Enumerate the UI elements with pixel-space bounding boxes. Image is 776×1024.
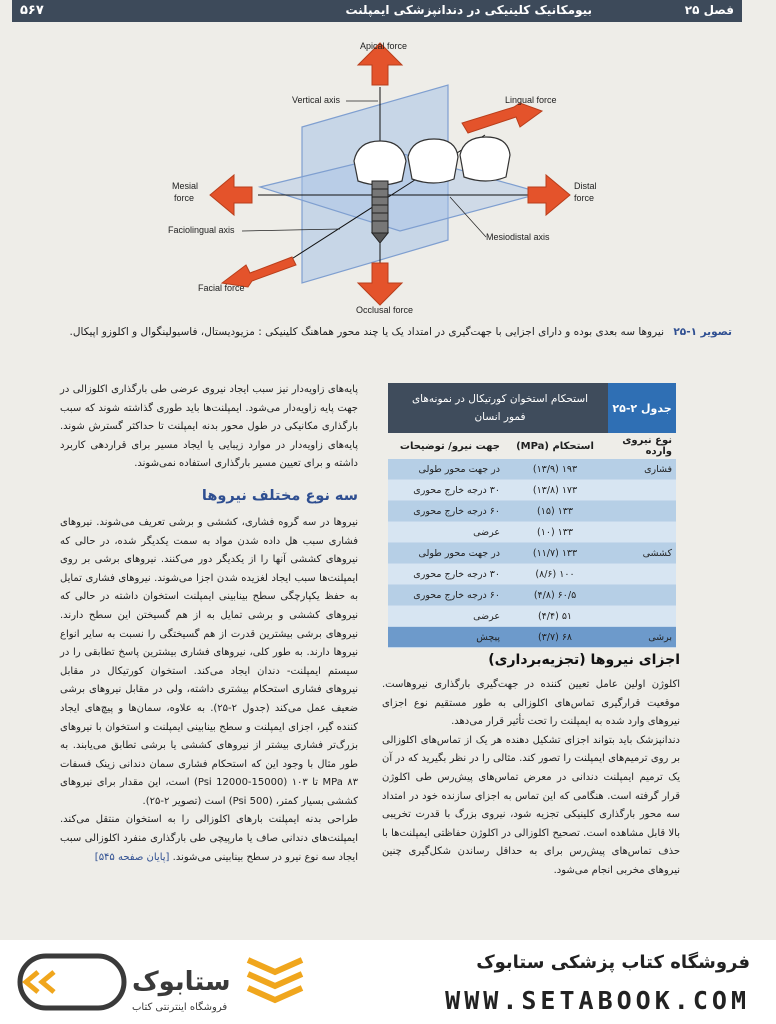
table-cell: فشاری [644,463,672,475]
chapter-label: فصل ۲۵ [684,3,734,17]
table-cell: در جهت محور طولی [418,547,500,559]
table-cell: در جهت محور طولی [418,463,500,475]
mesial-force-label-1: Mesial [172,181,199,191]
table-row [388,585,676,606]
page-number: ۵۶۷ [20,3,44,18]
paragraph [60,811,358,867]
page-header [12,0,742,22]
table-title: استحکام استخوان کورتیکال در نمونه‌های فمور انسان [411,393,589,423]
table-cell: پیچش [476,631,500,643]
apical-force-label: Apical force [360,41,408,51]
table-row [388,606,676,627]
mesial-force-arrow [210,175,252,215]
cortical-bone-strength-table [388,383,676,648]
table-row [388,480,676,501]
store-banner [0,940,776,1024]
paragraph: اکلوژن اولین عامل تعیین کننده در جهت‌گیری بارگذاری نیروهاست. موقعیت قرارگیری تماس‌های اکلوزالی به طور مستقیم نوع اجزای نیروهای وارد شده به ایمپلنت را تحت تأثیر قرار می‌دهد. [382,679,680,728]
paragraph: پایه‌های زاویه‌دار نیز سبب ایجاد نیروی عرضی طی بارگذاری اکلوزالی در جهت پایه زاویه‌دار می‌شود. ایمپلنت‌ها باید طوری گذاشته شوند که سبب بارگذاری مکانیکی در طول محور بدنه ایمپلنت تا حداکثر گسترش شوند. پایه‌های زاویه‌دار در موارد زیبایی یا ایجاد مسیر برای قراردهی کاربرد داشته و برای تعیین مسیر بارگذاری استفاده نمی‌شوند. [60,384,358,470]
store-url[interactable]: WWW.SETABOOK.COM [445,986,750,1015]
section-heading-force-components: اجزای نیروها (تجزیه‌برداری) [488,652,680,668]
logo-text: ستابوک [132,967,231,997]
vertical-axis-label: Vertical axis [292,95,341,105]
caption-label: تصویر ۱-۲۵ [673,326,732,338]
caption-text: نیروها سه بعدی بوده و دارای اجزایی با جهت‌گیری در امتداد یک یا چند محور هماهنگ کلینیکی : مزیودیستال، فاسیولینگوال و اکلوزو اپیکال. [69,326,665,338]
implant-body [372,181,388,243]
table-cell: برشی [648,631,672,643]
table-row [388,459,676,480]
facial-force-label: Facial force [198,283,245,293]
table-cell: ۱۰۰ (۸/۶) [535,568,575,580]
table-row [388,501,676,522]
faciolingual-axis-label: Faciolingual axis [168,225,235,235]
closing-text: طراحی بدنه ایمپلنت بارهای اکلوزالی را به استخوان منتقل می‌کند. ایمپلنت‌های دندانی صاف یا مارپیچی طی بارگذاری منفرد اکلوزالی سبب ایجاد سه نوع نیرو در سطح بینابینی می‌شوند. [60,814,358,863]
column-header-force-type: نوع نیروی وارده [622,435,672,457]
occlusal-force-arrow [358,263,402,305]
table-row [388,627,676,648]
left-column [60,381,358,867]
column-header-strength: استحکام (MPa) [516,440,594,452]
table-cell: عرضی [473,610,500,622]
figure-caption [46,322,732,342]
table-row [388,543,676,564]
table-cell: ۳۰ درجه خارج محوری [413,484,500,496]
table-row [388,522,676,543]
force-diagram [150,35,620,315]
table-cell: کششی [642,547,672,559]
section-heading-force-types: سه نوع مختلف نیروها [201,487,358,504]
force-axes-figure [150,35,620,315]
table-cell: ۱۹۳ (۱۳/۹) [532,463,578,475]
table-cell: ۶۰ درجه خارج محوری [413,589,500,601]
book-stack-icon [244,952,306,1004]
right-column [382,652,680,881]
distal-force-label-1: Distal [574,181,597,191]
table-cell: ۱۳۳ (۱۰) [537,526,573,538]
distal-force-arrow [528,175,570,215]
running-title: بیومکانیک کلینیکی در دندانپزشکی ایمپلنت [345,3,592,17]
distal-force-label-2: force [574,193,595,203]
paragraph: نیروها در سه گروه فشاری، کششی و برشی تعریف می‌شوند. نیروهای فشاری سبب هل داده شدن مواد به سمت یکدیگر شده، در حالی که نیروهای کششی آنها را از یکدیگر دور می‌کنند. نیروهای برشی بر روی ایمپلنت‌ها سبب ایجاد لغزیده شدن اجزا می‌شوند. نیروهای فشاری تمایل به حفظ یکپارچگی سطح بینابینی ایمپلنت استخوان داشته در حالی که نیروهای کششی و برشی تمایل به از هم گسیختن این سطح دارند. نیروهای برشی بیشترین قدرت از هم گسیختگی را نسبت به سایر انواع نیروها دارند. به طور کلی، نیروهای فشاری بیشترین پاسخ تطابقی را در سیستم ایمپلنت- دندان ایجاد می‌کند. استخوان کورتیکال در مقابل نیروهای فشاری استحکام بیشتری داشته، ولی در مقابل نیروهای برشی ضعیف عمل می‌کند (جدول ۲-۲۵). به علاوه، سمان‌ها و پیچ‌های ایجاد کننده گیر، اجزای ایمپلنت و سطح بینابینی ایمپلنت و استخوان با نیروهای بزرگ‌تر فشاری بیشتر از نیروهای کششی یا برشی تطابق می‌یابند. به طور مثال با وجود این که استحکام فشاری سمان دندانی زینک فسفات MPa ۸۳ تا ۱۰۳ (Psi 12000-15000) است، این مقدار برای نیروهای کششی بسیار کمتر، (Psi 500) است (تصویر ۲-۲۵). [60,516,358,807]
logo-subtext: فروشگاه اینترنتی کتاب [132,1002,228,1013]
table-cell: ۱۳۳ (۱۱/۷) [532,547,578,559]
store-name: فروشگاه کتاب پزشکی ستابوک [476,952,750,973]
mesiodistal-axis-label: Mesiodistal axis [486,232,550,242]
table-cell: ۳۰ درجه خارج محوری [413,568,500,580]
table-cell: ۱۳۳ (۱۵) [537,505,573,517]
table-cell: ۶۰ درجه خارج محوری [413,505,500,517]
table-cell: عرضی [473,526,500,538]
occlusal-force-label: Occlusal force [356,305,414,315]
lingual-force-arrow [462,103,542,133]
table-row [388,564,676,585]
mesial-force-label-2: force [174,193,195,203]
page-end-note: [پایان صفحه ۵۴۵] [94,851,170,863]
crowns [354,137,510,185]
column-header-direction: جهت نیرو/ توضیحات [399,440,500,452]
table-cell: ۱۷۳ (۱۳/۸) [532,484,578,496]
table-id: جدول ۲-۲۵ [608,383,676,433]
paragraph: دندانپزشک باید بتواند اجزای تشکیل دهنده هر یک از تماس‌های اکلوزالی بر روی ترمیم‌های ایمپلنت را تصور کند. مثالی را در نظر بگیرید که در آن یک ترمیم ایمپلنت دندانی در معرض تماس‌های پیش‌رس طی اکلوژن قرار گرفته است. هنگامی که این تماس به اجزای سازنده خود در امتداد سه محور بارگذاری کلینیکی تجزیه شود، نیروی بزرگ با قدرت تخریبی بالا قابل مشاهده است. تصحیح اکلوزالی در اکلوژن حفاظتی ایمپلنت‌ها با حذف تماس‌های پیش‌رس برای به حداقل رساندن شکل‌گیری چنین نیروهای مخربی انجام می‌شود. [382,734,680,876]
table-cell: ۶۰/۵ (۴/۸) [533,589,577,601]
lingual-force-label: Lingual force [505,95,557,105]
table-column-headers [388,433,676,459]
table-body [388,459,676,648]
table-header [388,383,676,433]
table-cell: ۵۱ (۴/۴) [537,610,573,622]
table-cell: ۶۸ (۳/۷) [537,631,573,643]
setabook-logo [14,950,234,1016]
